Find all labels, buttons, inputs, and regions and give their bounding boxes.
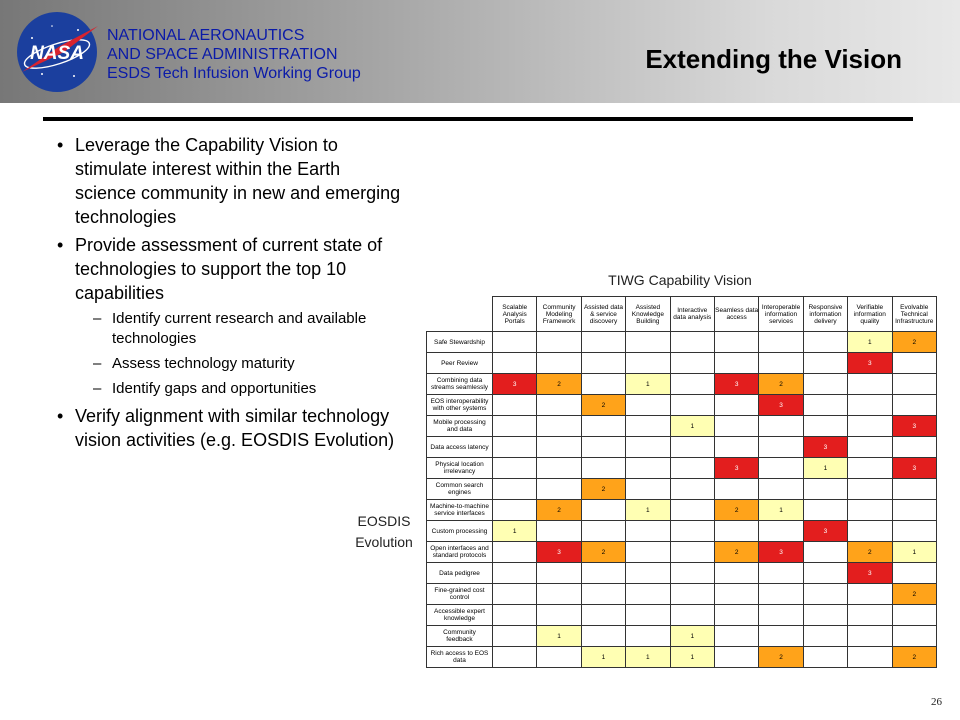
matrix-cell bbox=[848, 521, 892, 542]
matrix-cell bbox=[848, 437, 892, 458]
matrix-row-label: Data pedigree bbox=[427, 563, 493, 584]
matrix-row bbox=[427, 353, 937, 374]
matrix-cell: 2 bbox=[537, 374, 581, 395]
matrix-cell bbox=[892, 395, 936, 416]
matrix-cell bbox=[581, 416, 625, 437]
matrix-cell bbox=[803, 416, 847, 437]
matrix-row bbox=[427, 500, 937, 521]
matrix-row-label: Fine-grained cost control bbox=[427, 584, 493, 605]
matrix-cell bbox=[493, 542, 537, 563]
matrix-cell bbox=[581, 437, 625, 458]
page-number: 26 bbox=[931, 696, 942, 708]
matrix-cell bbox=[493, 584, 537, 605]
matrix-cell bbox=[803, 605, 847, 626]
matrix-cell bbox=[714, 479, 758, 500]
matrix-cell bbox=[626, 605, 670, 626]
matrix-cell bbox=[892, 521, 936, 542]
matrix-cell bbox=[803, 626, 847, 647]
matrix-cell bbox=[670, 374, 714, 395]
matrix-cell bbox=[537, 437, 581, 458]
matrix-cell bbox=[493, 500, 537, 521]
matrix-cell bbox=[581, 353, 625, 374]
matrix-cell: 1 bbox=[848, 332, 892, 353]
matrix-cell: 1 bbox=[759, 500, 803, 521]
matrix-cell: 2 bbox=[892, 332, 936, 353]
matrix-cell bbox=[892, 500, 936, 521]
matrix-cell bbox=[581, 584, 625, 605]
matrix-cell bbox=[892, 563, 936, 584]
matrix-cell: 3 bbox=[892, 416, 936, 437]
matrix-cell bbox=[803, 500, 847, 521]
slide-header bbox=[0, 0, 960, 103]
matrix-cell bbox=[493, 353, 537, 374]
matrix-cell: 2 bbox=[581, 395, 625, 416]
matrix-row-label: Safe Stewardship bbox=[427, 332, 493, 353]
matrix-row bbox=[427, 647, 937, 668]
title-divider bbox=[43, 117, 913, 121]
matrix-cell: 2 bbox=[714, 500, 758, 521]
matrix-cell: 3 bbox=[714, 458, 758, 479]
matrix-row-label: Custom processing bbox=[427, 521, 493, 542]
matrix-cell bbox=[848, 584, 892, 605]
matrix-row bbox=[427, 395, 937, 416]
matrix-cell bbox=[537, 647, 581, 668]
matrix-row bbox=[427, 374, 937, 395]
matrix-cell bbox=[892, 353, 936, 374]
matrix-cell bbox=[581, 521, 625, 542]
matrix-cell bbox=[848, 458, 892, 479]
matrix-cell: 2 bbox=[581, 479, 625, 500]
eosdis-evolution-label bbox=[348, 511, 420, 553]
nasa-logo bbox=[12, 8, 102, 96]
matrix-cell bbox=[803, 395, 847, 416]
matrix-row bbox=[427, 332, 937, 353]
sub-bullet-item: – Assess technology maturity bbox=[55, 354, 405, 374]
matrix-cell: 3 bbox=[759, 395, 803, 416]
sub-bullet-item: – Identify gaps and opportunities bbox=[55, 379, 405, 399]
matrix-cell: 2 bbox=[848, 542, 892, 563]
matrix-cell bbox=[537, 521, 581, 542]
matrix-cell bbox=[581, 374, 625, 395]
matrix-cell: 2 bbox=[537, 500, 581, 521]
matrix-cell: 1 bbox=[803, 458, 847, 479]
matrix-row bbox=[427, 605, 937, 626]
matrix-cell bbox=[892, 479, 936, 500]
matrix-cell bbox=[493, 479, 537, 500]
matrix-cell: 3 bbox=[803, 521, 847, 542]
matrix-cell bbox=[493, 332, 537, 353]
matrix-cell bbox=[493, 416, 537, 437]
matrix-cell bbox=[537, 584, 581, 605]
matrix-cell bbox=[759, 605, 803, 626]
matrix-cell: 2 bbox=[759, 647, 803, 668]
matrix-cell bbox=[537, 605, 581, 626]
matrix-cell bbox=[714, 605, 758, 626]
matrix-cell bbox=[759, 353, 803, 374]
matrix-cell bbox=[626, 542, 670, 563]
matrix-cell bbox=[759, 416, 803, 437]
matrix-cell bbox=[493, 647, 537, 668]
matrix-cell bbox=[581, 458, 625, 479]
matrix-cell bbox=[670, 521, 714, 542]
matrix-cell: 1 bbox=[670, 626, 714, 647]
matrix-cell bbox=[581, 563, 625, 584]
matrix-cell bbox=[626, 563, 670, 584]
matrix-cell bbox=[759, 479, 803, 500]
matrix-cell: 3 bbox=[714, 374, 758, 395]
matrix-cell bbox=[626, 458, 670, 479]
bullet-item: • Provide assessment of current state of technologies to support the top 10 capabilities bbox=[55, 233, 405, 305]
matrix-cell bbox=[626, 332, 670, 353]
matrix-cell bbox=[670, 458, 714, 479]
matrix-cell: 3 bbox=[759, 542, 803, 563]
matrix-cell bbox=[714, 437, 758, 458]
matrix-cell bbox=[537, 458, 581, 479]
matrix-corner bbox=[427, 297, 493, 332]
matrix-cell: 1 bbox=[581, 647, 625, 668]
matrix-row-label: Open interfaces and standard protocols bbox=[427, 542, 493, 563]
matrix-cell: 1 bbox=[670, 416, 714, 437]
matrix-title: TIWG Capability Vision bbox=[608, 272, 752, 288]
matrix-cell bbox=[493, 626, 537, 647]
matrix-cell bbox=[759, 626, 803, 647]
matrix-column-header: Evolvable Technical Infrastructure bbox=[892, 297, 936, 332]
matrix-cell bbox=[803, 563, 847, 584]
matrix-cell bbox=[537, 332, 581, 353]
matrix-column-header: Seamless data access bbox=[714, 297, 758, 332]
matrix-cell bbox=[493, 395, 537, 416]
matrix-cell bbox=[537, 353, 581, 374]
matrix-cell bbox=[848, 416, 892, 437]
matrix-cell bbox=[848, 626, 892, 647]
capability-matrix bbox=[426, 296, 937, 668]
matrix-cell bbox=[670, 605, 714, 626]
matrix-cell bbox=[759, 458, 803, 479]
matrix-cell: 1 bbox=[493, 521, 537, 542]
matrix-row bbox=[427, 521, 937, 542]
matrix-cell bbox=[581, 605, 625, 626]
matrix-cell: 2 bbox=[581, 542, 625, 563]
matrix-cell bbox=[848, 395, 892, 416]
matrix-cell bbox=[537, 395, 581, 416]
matrix-cell: 1 bbox=[626, 500, 670, 521]
matrix-cell bbox=[803, 374, 847, 395]
matrix-cell: 3 bbox=[848, 563, 892, 584]
matrix-row-label: Machine-to-machine service interfaces bbox=[427, 500, 493, 521]
matrix-cell bbox=[670, 500, 714, 521]
matrix-row-label: Common search engines bbox=[427, 479, 493, 500]
matrix-cell: 3 bbox=[892, 458, 936, 479]
org-line-2: AND SPACE ADMINISTRATION bbox=[107, 46, 338, 63]
matrix-cell bbox=[714, 626, 758, 647]
matrix-row bbox=[427, 584, 937, 605]
matrix-row bbox=[427, 416, 937, 437]
matrix-cell: 3 bbox=[493, 374, 537, 395]
matrix-cell bbox=[759, 332, 803, 353]
matrix-cell bbox=[581, 332, 625, 353]
matrix-cell bbox=[892, 374, 936, 395]
matrix-cell bbox=[803, 647, 847, 668]
matrix-cell bbox=[803, 332, 847, 353]
matrix-cell bbox=[848, 605, 892, 626]
matrix-cell bbox=[714, 563, 758, 584]
matrix-row bbox=[427, 458, 937, 479]
matrix-cell bbox=[626, 479, 670, 500]
matrix-row-label: Mobile processing and data bbox=[427, 416, 493, 437]
matrix-cell: 2 bbox=[759, 374, 803, 395]
matrix-column-header: Interactive data analysis bbox=[670, 297, 714, 332]
matrix-column-header: Responsive information delivery bbox=[803, 297, 847, 332]
bullet-item: • Verify alignment with similar technology vision activities (e.g. EOSDIS Evolution) bbox=[55, 404, 405, 452]
matrix-cell bbox=[493, 458, 537, 479]
matrix-cell: 1 bbox=[892, 542, 936, 563]
matrix-cell bbox=[714, 647, 758, 668]
matrix-cell bbox=[626, 626, 670, 647]
bullet-item: • Leverage the Capability Vision to stimulate interest within the Earth science community in new and emerging technologies bbox=[55, 133, 405, 229]
matrix-cell bbox=[892, 626, 936, 647]
matrix-cell: 3 bbox=[848, 353, 892, 374]
matrix-cell bbox=[714, 332, 758, 353]
matrix-cell bbox=[714, 353, 758, 374]
matrix-column-header: Scalable Analysis Portals bbox=[493, 297, 537, 332]
matrix-cell bbox=[803, 542, 847, 563]
matrix-body bbox=[427, 332, 937, 668]
matrix-cell bbox=[714, 395, 758, 416]
matrix-cell bbox=[537, 563, 581, 584]
matrix-cell bbox=[626, 437, 670, 458]
matrix-column-header: Assisted Knowledge Building bbox=[626, 297, 670, 332]
matrix-cell: 1 bbox=[537, 626, 581, 647]
matrix-cell bbox=[803, 479, 847, 500]
matrix-cell bbox=[626, 353, 670, 374]
matrix-cell: 3 bbox=[537, 542, 581, 563]
eosdis-label-line2: Evolution bbox=[355, 534, 413, 550]
matrix-row bbox=[427, 542, 937, 563]
matrix-row-label: Accessible expert knowledge bbox=[427, 605, 493, 626]
matrix-cell bbox=[803, 353, 847, 374]
matrix-cell bbox=[714, 521, 758, 542]
matrix-cell: 1 bbox=[626, 647, 670, 668]
matrix-cell bbox=[848, 374, 892, 395]
matrix-row-label: Combining data streams seamlessly bbox=[427, 374, 493, 395]
organization-name bbox=[107, 26, 361, 83]
matrix-row bbox=[427, 479, 937, 500]
matrix-cell bbox=[892, 605, 936, 626]
matrix-row-label: Community feedback bbox=[427, 626, 493, 647]
matrix-cell bbox=[493, 563, 537, 584]
matrix-cell bbox=[670, 332, 714, 353]
matrix-cell bbox=[714, 416, 758, 437]
matrix-cell: 2 bbox=[892, 647, 936, 668]
matrix-cell bbox=[626, 416, 670, 437]
matrix-header-row bbox=[427, 297, 937, 332]
matrix-cell bbox=[581, 626, 625, 647]
matrix-cell bbox=[759, 437, 803, 458]
org-line-1: NATIONAL AERONAUTICS bbox=[107, 27, 305, 44]
matrix-cell: 1 bbox=[626, 374, 670, 395]
matrix-cell bbox=[537, 479, 581, 500]
matrix-cell bbox=[626, 521, 670, 542]
matrix-cell: 1 bbox=[670, 647, 714, 668]
matrix-row-label: EOS interoperability with other systems bbox=[427, 395, 493, 416]
matrix-column-header: Assisted data & service discovery bbox=[581, 297, 625, 332]
matrix-cell bbox=[848, 500, 892, 521]
bullet-list bbox=[55, 133, 405, 456]
matrix-cell bbox=[892, 437, 936, 458]
matrix-column-header: Community Modeling Framework bbox=[537, 297, 581, 332]
matrix-cell bbox=[848, 479, 892, 500]
matrix-row-label: Rich access to EOS data bbox=[427, 647, 493, 668]
matrix-row bbox=[427, 437, 937, 458]
sub-bullet-item: – Identify current research and available technologies bbox=[55, 309, 405, 349]
matrix-cell bbox=[670, 353, 714, 374]
matrix-cell bbox=[848, 647, 892, 668]
matrix-row bbox=[427, 626, 937, 647]
matrix-column-header: Interoperable information services bbox=[759, 297, 803, 332]
matrix-cell bbox=[759, 584, 803, 605]
matrix-column-header: Verifiable information quality bbox=[848, 297, 892, 332]
matrix-cell bbox=[670, 479, 714, 500]
matrix-cell bbox=[670, 542, 714, 563]
matrix-row-label: Peer Review bbox=[427, 353, 493, 374]
matrix-cell bbox=[493, 605, 537, 626]
matrix-cell bbox=[759, 521, 803, 542]
matrix-cell bbox=[714, 584, 758, 605]
org-line-3: ESDS Tech Infusion Working Group bbox=[107, 65, 361, 82]
matrix-cell: 2 bbox=[714, 542, 758, 563]
matrix-cell bbox=[670, 584, 714, 605]
matrix-cell bbox=[626, 395, 670, 416]
matrix-cell: 3 bbox=[803, 437, 847, 458]
matrix-cell bbox=[493, 437, 537, 458]
nasa-logo-text: NASA bbox=[30, 43, 84, 64]
slide-title: Extending the Vision bbox=[645, 44, 902, 74]
matrix-cell bbox=[803, 584, 847, 605]
matrix-cell bbox=[670, 395, 714, 416]
matrix-cell bbox=[626, 584, 670, 605]
matrix-row-label: Data access latency bbox=[427, 437, 493, 458]
eosdis-label-line1: EOSDIS bbox=[357, 513, 411, 529]
matrix-cell bbox=[759, 563, 803, 584]
matrix-cell bbox=[670, 437, 714, 458]
matrix-cell bbox=[581, 500, 625, 521]
matrix-row-label: Physical location irrelevancy bbox=[427, 458, 493, 479]
matrix-cell bbox=[670, 563, 714, 584]
matrix-cell: 2 bbox=[892, 584, 936, 605]
matrix-row bbox=[427, 563, 937, 584]
matrix-cell bbox=[537, 416, 581, 437]
